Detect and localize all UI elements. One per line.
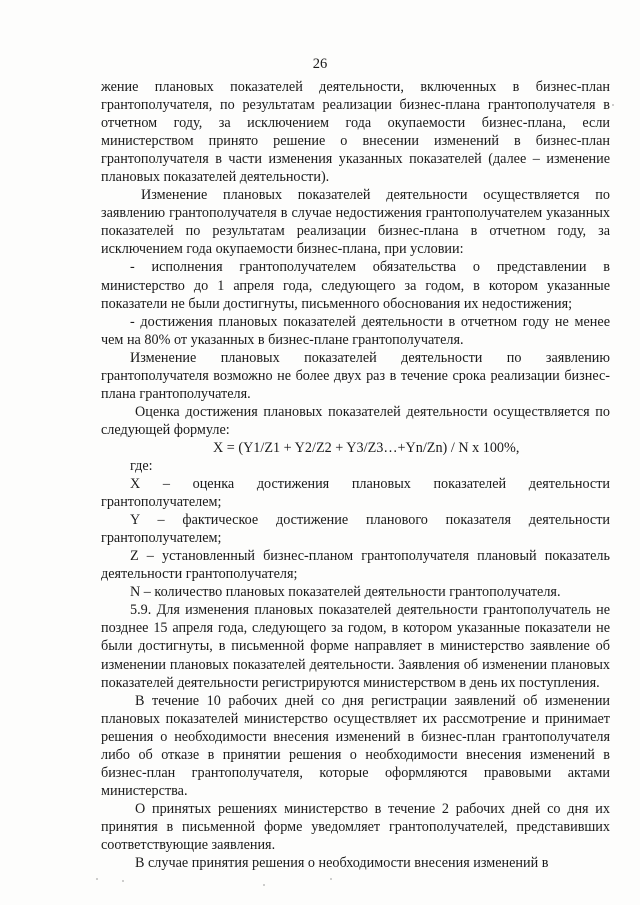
scan-speck xyxy=(330,878,332,880)
formula-where-label: где: xyxy=(130,457,153,474)
definition-z: Z – установленный бизнес-планом грантополучателя плановый показатель деятельности грантополучателя; xyxy=(101,548,610,583)
scan-speck xyxy=(96,878,98,880)
section-5-9: 5.9. Для изменения плановых показателей деятельности грантополучатель не позднее 15 апреля года, следующего за годом, в котором указанные показатели не были достигнуты, в письменной форме направляет в министерство заявление об изменении плановых показателей деятельности. Заявления об изменении плановых показателей деятельности регистрируются министерством в день их поступления. xyxy=(101,602,610,691)
definition-x: X – оценка достижения плановых показателей деятельности грантополучателем; xyxy=(101,476,610,511)
definition-n: N – количество плановых показателей деятельности грантополучателя. xyxy=(130,584,561,601)
assessment-formula: X = (Y1/Z1 + Y2/Z2 + Y3/Z3…+Yn/Zn) / N x 100%, xyxy=(213,439,520,456)
paragraph-change-indicators: Изменение плановых показателей деятельности осуществляется по заявлению грантополучателя в случае недостижения грантополучателем указанных показателей по результатам реализации бизнес-плана в отчетном году, за исключением года окупаемости бизнес-плана, при условии: xyxy=(101,187,610,258)
paragraph-continuation: жение плановых показателей деятельности, включенных в бизнес-план грантополучателя, по результатам реализации бизнес-плана грантополучателя в отчетном году, за исключением года окупаемости бизнес-плана, если министерством принято решение о внесении изменений в бизнес-план грантополучателя в части изменения указанных показателей (далее – изменение плановых показателей деятельности). xyxy=(101,79,610,186)
condition-item-2: - достижения плановых показателей деятельности в отчетном году не менее чем на 80% от указанных в бизнес-плане грантополучателя. xyxy=(101,313,610,348)
scan-speck xyxy=(263,884,265,886)
document-body xyxy=(101,78,610,872)
paragraph-change-limit: Изменение плановых показателей деятельности по заявлению грантополучателя возможно не более двух раз в течение срока реализации бизнес-плана грантополучателя. xyxy=(101,349,610,402)
paragraph-notification: О принятых решениях министерство в течение 2 рабочих дней со дня их принятия в письменной форме уведомляет грантополучателей, представивших соответствующие заявления. xyxy=(101,800,610,853)
paragraph-review-period: В течение 10 рабочих дней со дня регистрации заявлений об изменении плановых показателей министерство осуществляет их рассмотрение и принимает решения о необходимости внесения изменений в бизнес-план грантополучателя либо об отказе в принятии решения о необходимости внесения изменений в бизнес-план грантополучателя, которые оформляются правовыми актами министерства. xyxy=(101,692,610,799)
definition-y: Y – фактическое достижение планового показателя деятельности грантополучателем; xyxy=(101,512,610,547)
scan-speck xyxy=(122,880,124,882)
paragraph-case-decision: В случае принятия решения о необходимости внесения изменений в xyxy=(135,855,549,872)
scan-speck xyxy=(612,104,614,106)
page-number: 26 xyxy=(312,56,328,72)
condition-item-1: - исполнения грантополучателем обязательства о представлении в министерство до 1 апреля года, следующего за годом, в котором указанные показатели не были достигнуты, письменного обоснования их недостижения; xyxy=(101,259,610,312)
paragraph-assessment: Оценка достижения плановых показателей деятельности осуществляется по следующей формуле: xyxy=(101,403,610,438)
